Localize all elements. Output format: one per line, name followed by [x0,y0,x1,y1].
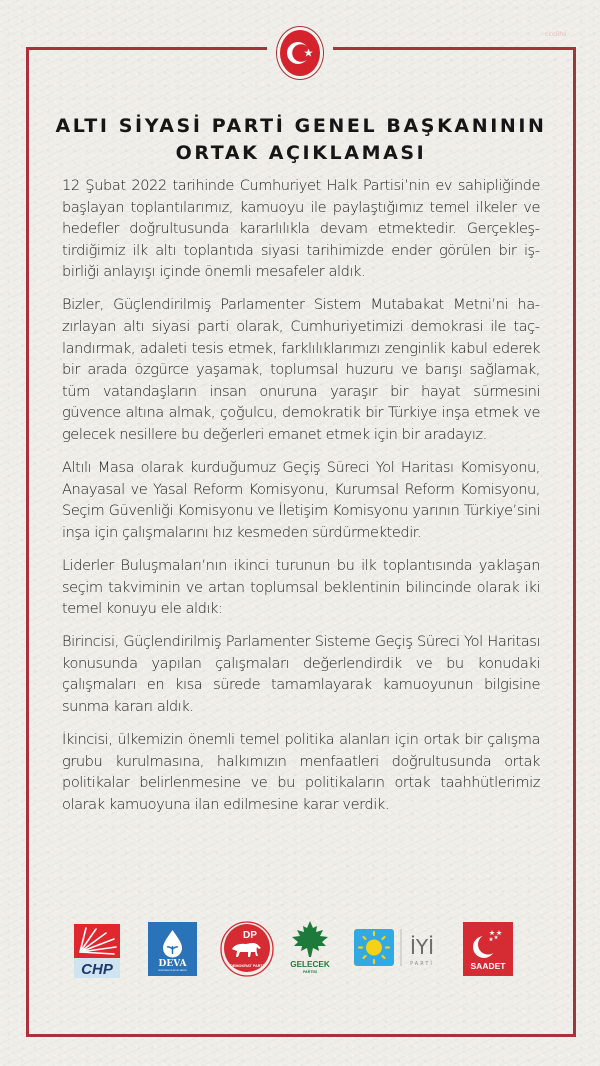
crescent-star-icon [280,30,320,76]
chp-label: CHP [81,961,113,978]
dp-label: DP [243,930,257,941]
watermark-text: ccclihs [545,31,567,38]
saadet-label: SAADET [470,961,506,971]
statement-body [62,175,540,827]
iyi-parti-logo [354,926,444,970]
gelecek-logo [288,919,332,979]
deva-logo [148,922,197,976]
saadet-logo [463,922,513,976]
title-line-1: ALTI SİYASİ PARTİ GENEL BAŞKANININ [55,115,547,137]
iyi-label: İYİ [409,935,435,959]
gelecek-sublabel: PARTİSİ [303,970,317,974]
paragraph: Liderler Buluşmaları’nın ikinci turunun bu ilk toplantısında yaklaşan seçim takviminin ve artan toplumsal beklentinin bilincinde olarak iki temel konuyu ele aldık: [62,557,540,618]
title-line-2: ORTAK AÇIKLAMASI [175,142,427,164]
dp-logo [220,921,274,977]
turkish-flag-emblem [276,26,324,80]
paragraph: 12 Şubat 2022 tarihinde Cumhuriyet Halk Partisi’nin ev sahipliğinde başlayan toplantılarımız, kamuoyu ile paylaştığımız temel ilkeler ve hedefler doğrultusunda kararlılıkla devam etmektedir. Gerçekleştirdiğimiz ilk altı toplantıda siyasi tarihimizde ender görülen bir işbirliği anlayışı içinde önemli mesafeler aldık. [62,177,540,281]
deva-sublabel: DEMOKRASİ VE ATILIM PARTİSİ [158,970,187,972]
party-logos-row [60,918,540,984]
page-title [26,113,576,167]
paragraph: Altılı Masa olarak kurduğumuz Geçiş Süreci Yol Haritası Komisyonu, Anayasal ve Yasal Reform Komisyonu, Kurumsal Reform Komisyonu, Seçim Güvenliği Komisyonu ve İletişim Komisyonu yarının Türkiye’sini inşa için çalışmalarını hız kesmeden sürdürmektedir. [62,459,540,541]
paragraph: İkincisi, ülkemizin önemli temel politika alanları için ortak bir çalışma grubu kurulmasına, halkımızın menfaatleri doğrultusunda ortak politikalar belirlenmesine ve bu politikaların ortak taahhütlerimiz olarak kamuoyuna ilan edilmesine karar verdik. [62,731,540,813]
gelecek-label: GELECEK [290,960,330,969]
dp-sublabel: DEMOKRAT PARTİ [230,964,264,968]
chp-logo [74,924,120,978]
paragraph: Bizler, Güçlendirilmiş Parlamenter Sistem Mutabakat Metni’ni hazırlayan altı siyasi parti olarak, Cumhuriyetimizi demokrasi ile taçlandırmak, adaleti tesis etmek, farklılıklarımızı zenginlik kabul ederek bir arada özgürce yaşamak, toplumsal huzuru ve barışı sağlamak, tüm vatandaşların insan onuruna yaraşır bir hayat sürmesini güvence altına almak, çoğulcu, demokratik bir Türkiye inşa etmek ve gelecek nesillere bu değerleri emanet etmek için bir aradayız. [62,296,540,444]
paragraph: Birincisi, Güçlendirilmiş Parlamenter Sisteme Geçiş Süreci Yol Haritası konusunda yapılan çalışmaları değerlendirdik ve bu konudaki çalışmaları en kısa sürede tamamlayarak kamuoyunun bilgisine sunma kararı aldık. [62,633,540,716]
deva-label: DEVA [158,959,187,969]
iyi-sublabel: PARTİ [410,961,434,967]
